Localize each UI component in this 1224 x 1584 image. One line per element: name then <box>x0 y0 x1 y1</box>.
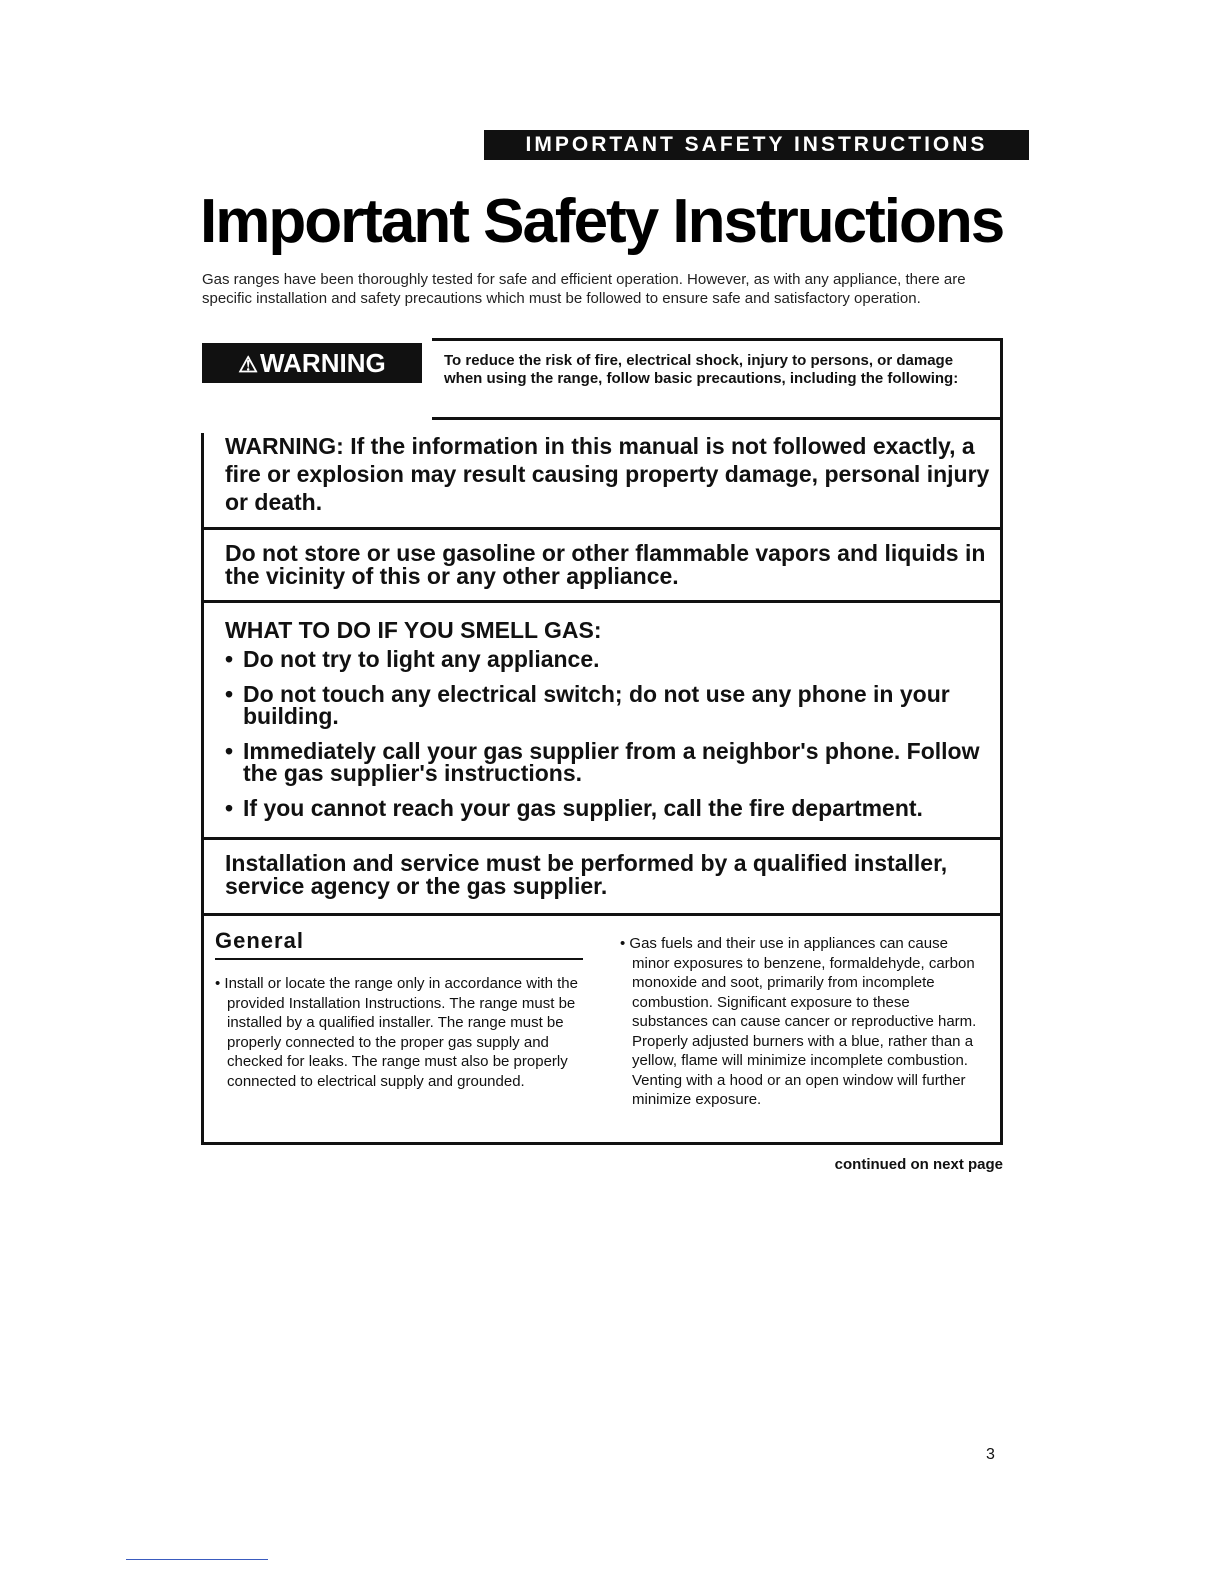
page-title: Important Safety Instructions <box>200 187 1004 256</box>
manual-warning: WARNING: If the information in this manual is not followed exactly, a fire or explosion may result causing property damage, personal injury or death. <box>225 433 990 515</box>
gasoline-warning: Do not store or use gasoline or other flammable vapors and liquids in the vicinity of this or any other appliance. <box>225 540 986 589</box>
footnote-rule <box>126 1559 268 1560</box>
divider <box>201 600 1003 603</box>
general-left-text: • Install or locate the range only in accordance with the provided Installation Instructions. The range must be installed by a qualified installer. The range must be properly connected to the proper gas supply and checked for leaks. The range must also be properly connected to electrical supply and grounded. <box>215 975 578 1090</box>
box-top-border <box>432 338 1003 341</box>
smell-gas-title: WHAT TO DO IF YOU SMELL GAS: <box>225 617 602 643</box>
divider <box>432 417 1003 420</box>
general-heading: General <box>215 928 304 953</box>
box-right-border <box>1000 338 1003 1144</box>
divider <box>201 837 1003 840</box>
continued-note: continued on next page <box>834 1156 1003 1173</box>
intro-paragraph: Gas ranges have been thoroughly tested for safe and efficient operation. However, as with any appliance, there are specific installation and safety precautions which must be followed to ensure safe and satisfactory operation. <box>202 271 966 307</box>
list-item: • Do not try to light any appliance. <box>225 648 995 670</box>
page-number: 3 <box>986 1446 995 1463</box>
list-item: • Do not touch any electrical switch; do not use any phone in your building. <box>225 683 995 727</box>
warning-text: To reduce the risk of fire, electrical shock, injury to persons, or damage when using the range, follow basic precautions, including the following: <box>444 352 959 387</box>
list-item: • If you cannot reach your gas supplier, call the fire department. <box>225 797 995 819</box>
warning-triangle-icon: ⚠ <box>238 352 259 377</box>
divider <box>201 527 1003 530</box>
general-heading-rule <box>215 958 583 960</box>
general-right-text: • Gas fuels and their use in appliances can cause minor exposures to benzene, formaldehyde, carbon monoxide and soot, primarily from incomplete combustion. Significant exposure to these substances can cause cancer or reproductive harm. Properly adjusted burners with a blue, rather than a yellow, flame will minimize incomplete combustion. Venting with a hood or an open window will further minimize exposure. <box>620 935 977 1108</box>
warning-badge-label: WARNING <box>260 348 386 378</box>
warning-badge <box>202 343 422 383</box>
installation-warning: Installation and service must be performed by a qualified installer, service agency or the gas supplier. <box>225 850 948 899</box>
divider <box>201 913 1003 916</box>
smell-gas-list <box>225 648 995 832</box>
box-left-border <box>201 433 204 1144</box>
list-item: • Immediately call your gas supplier from a neighbor's phone. Follow the gas supplier's instructions. <box>225 740 995 784</box>
general-right-column <box>620 934 980 1110</box>
box-bottom-border <box>201 1142 1003 1145</box>
general-left-column <box>215 974 585 1091</box>
section-banner: IMPORTANT SAFETY INSTRUCTIONS <box>484 130 1029 160</box>
